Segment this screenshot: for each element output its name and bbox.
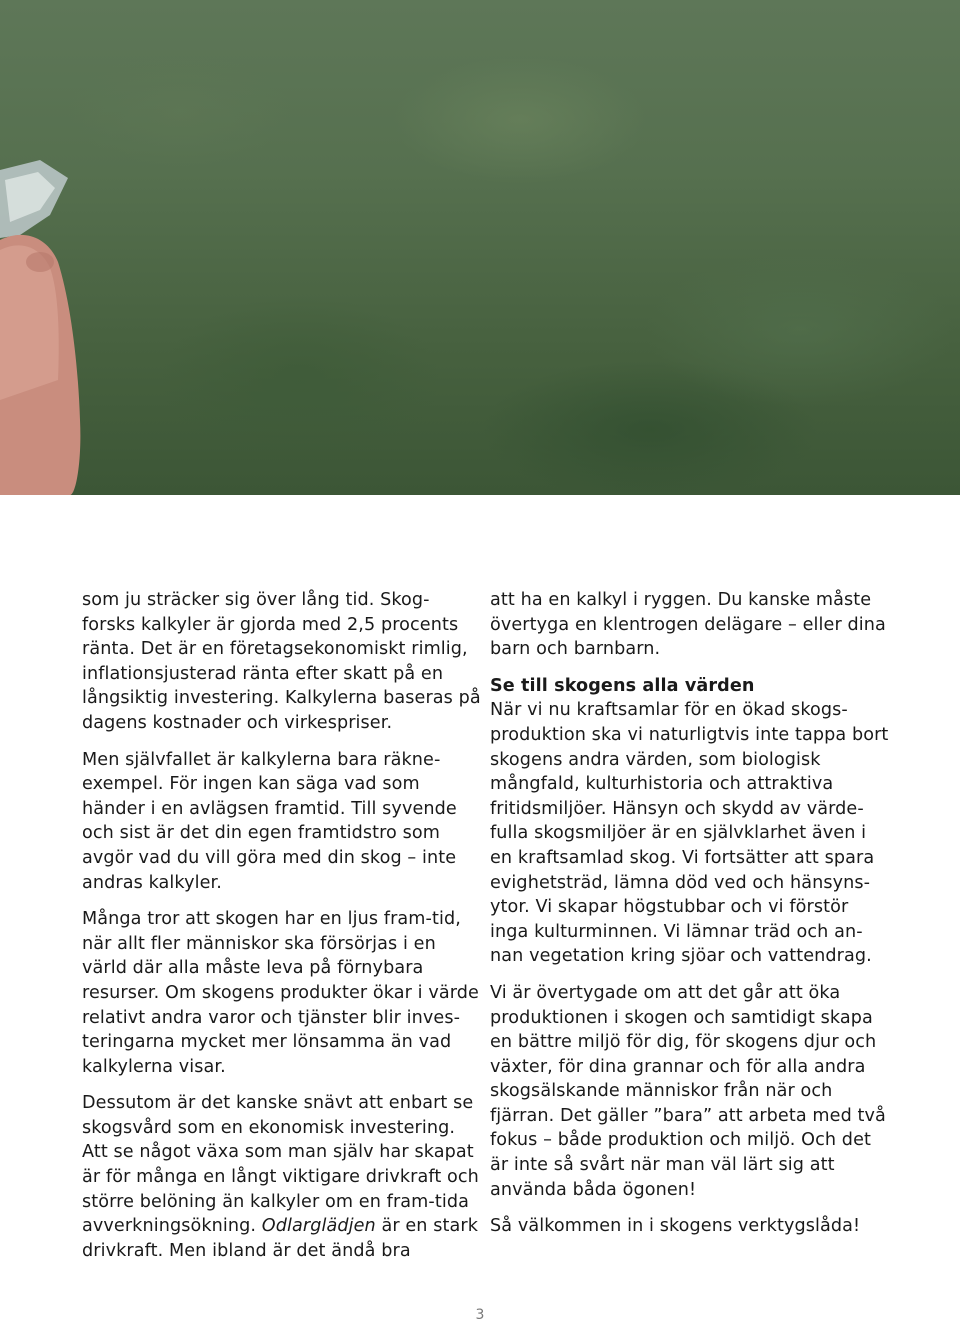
section-heading: Se till skogens alla värden [490,675,755,696]
right-paragraph-4: Så välkommen in i skogens verktygslåda! [490,1216,861,1237]
right-column [490,588,890,1251]
left-paragraph-4-text: Dessutom är det kanske snävt att enbart se skogsvård som en ekonomisk investering. Att se något växa som man själv har skapat är för många en långt viktigare drivkraft och större belöning än kalkyler om en fram-tida avverkningsökning. [82,1093,479,1237]
left-paragraph-4-italic: Odlarglädjen [261,1216,376,1237]
forest-photo [0,0,960,495]
left-paragraph-3: Många tror att skogen har en ljus fram-tid, när allt fler människor ska försörjas i en värld där alla måste leva på förnybara resurser. Om skogens produkter ökar i värde relativt andra varor och tjänster blir inves-teringarna mycket mer lönsamma än vad kalkylerna visar. [82,909,479,1077]
left-column [82,588,482,1275]
left-paragraph-2: Men självfallet är kalkylerna bara räkne-exempel. För ingen kan säga vad som händer i en avlägsen framtid. Till syvende och sist är det din egen framtidstro som avgör vad du vill göra med din skog – inte andras kalkyler. [82,749,457,893]
right-paragraph-2: När vi nu kraftsamlar för en ökad skogs-produktion ska vi naturligtvis inte tappa bort skogens andra värden, som biologisk mångfald, kulturhistoria och attraktiva fritidsmiljöer. Hänsyn och skydd av värde-fulla skogsmiljöer är en självklarhet även i en kraftsamlad skog. Vi fortsätter att spara evighetsträd, lämna död ved och hänsyns-ytor. Vi skapar högstubbar och vi förstör inga kulturminnen. Vi lämnar träd och an-nan vegetation kring sjöar och vattendrag. [490,700,889,967]
left-paragraph-4-end: är en stark drivkraft. Men ibland är det ändå bra [82,1216,479,1261]
page-number: 3 [475,1307,485,1323]
left-paragraph-4 [82,1091,482,1263]
hand-holding-object-icon [0,0,960,495]
left-paragraph-1: som ju sträcker sig över lång tid. Skog-forsks kalkyler är gjorda med 2,5 procents ränta. Det är en företagsekonomiskt rimlig, inflationsjusterad ränta efter skatt på en långsiktig investering. Kalkylerna baseras på dagens kostnader och virkespriser. [82,590,481,733]
right-paragraph-3: Vi är övertygade om att det går att öka produktionen i skogen och samtidigt skapa en bättre miljö för dig, för skogens djur och växter, för dina grannar och för alla andra skogsälskande människor från när och fjärran. Det gäller ”bara” att arbeta med två fokus – både produktion och miljö. Och det är inte så svårt när man väl lärt sig att använda båda ögonen! [490,982,886,1200]
right-paragraph-1: att ha en kalkyl i ryggen. Du kanske måste övertyga en klentrogen delägare – eller dina barn och barnbarn. [490,590,886,660]
